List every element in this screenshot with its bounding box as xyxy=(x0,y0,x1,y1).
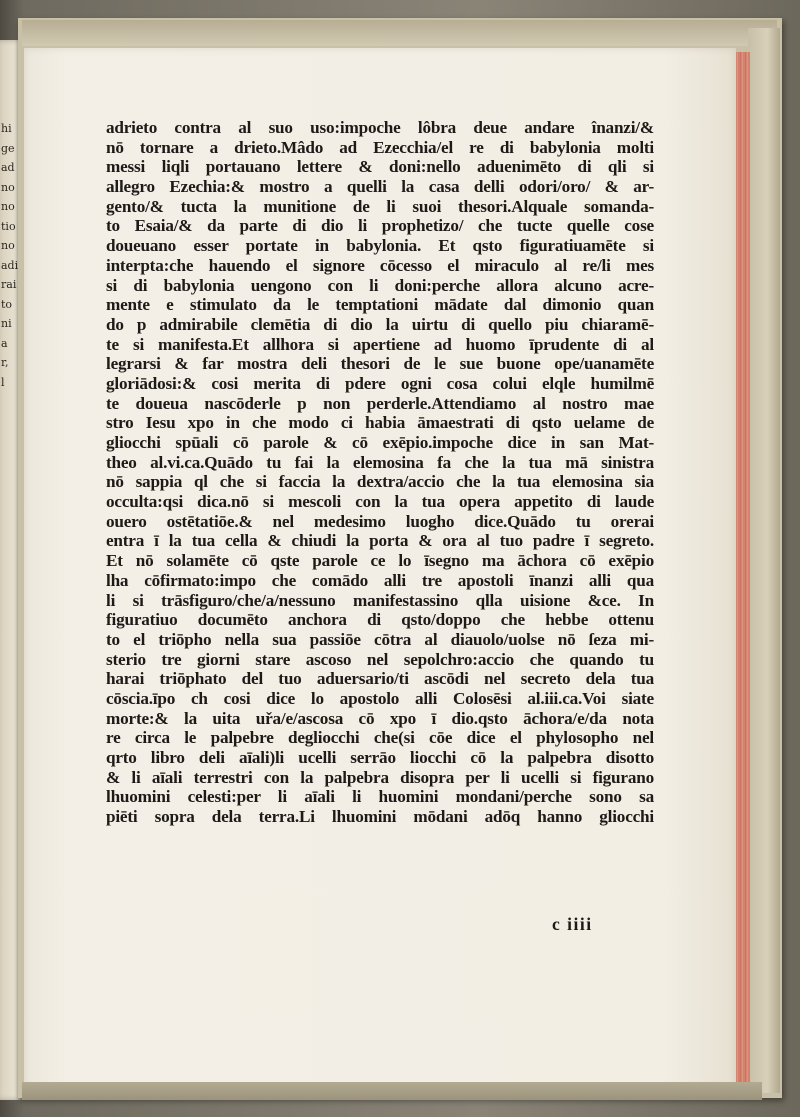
text-line: adrieto contra al suo uso:impoche lôbra deue andare înanzi/& xyxy=(106,118,654,137)
text-line: re circa le palpebre degliocchi che(si cōe dice el phylosopho nel xyxy=(106,728,654,748)
text-line: lhuomini celesti:per li aīali li huomini mondani/perche sono sa xyxy=(106,787,654,807)
red-page-edges xyxy=(734,52,750,1097)
facing-page-fragment: hi xyxy=(1,122,12,135)
text-line: interpta:che hauendo el signore cōcesso el miraculo al re/li mes xyxy=(106,255,654,275)
text-line: & li aīali terrestri con la palpebra disopra per li ucelli si figurano xyxy=(106,767,654,787)
facing-page-fragment: r, xyxy=(1,356,9,369)
text-line: theo al.vi.ca.Quādo tu fai la elemosina fa che la tua mā sinistra xyxy=(106,452,654,472)
facing-page-fragment: l xyxy=(1,375,5,389)
text-line: qrto libro deli aīali)li ucelli serrāo liocchi cō la palpebra disotto xyxy=(106,748,654,767)
facing-page-fragment: no xyxy=(1,200,15,213)
facing-page-fragment: no xyxy=(1,180,15,194)
text-line: messi liqli portauano lettere & doni:nello aduenimēto di qli si xyxy=(106,157,654,177)
text-line: stro Iesu xpo in che modo ci habia āmaestrati di qsto uelame de xyxy=(106,413,654,433)
text-line: to Esaia/& da parte di dio li prophetizo/ che tucte quelle cose xyxy=(106,216,654,236)
text-line: legrarsi & far mostra deli thesori de le sue buone ope/uanamēte xyxy=(106,354,654,374)
text-line: te doueua nascōderle p non perderle.Attendiamo al nostro mae xyxy=(106,393,654,413)
text-line: to el triōpho nella sua passiōe cōtra al diauolo/uolse nō ſeza mi- xyxy=(106,629,654,649)
text-line: allegro Ezechia:& mostro a quelli la casa delli odori/oro/ & ar- xyxy=(106,177,654,197)
text-line: do p admirabile clemētia di dio la uirtu di quello piu chiaramē- xyxy=(106,314,654,334)
text-line: harai triōphato del tuo aduersario/ti ascōdi nel secreto dela tua xyxy=(106,669,654,689)
page-text xyxy=(106,118,654,827)
text-line: te si manifesta.Et allhora si apertiene ad huomo īprudente di al xyxy=(106,334,654,354)
text-line: figuratiuo documēto anchora di qsto/doppo che hebbe ottenu xyxy=(106,610,654,630)
text-line: gloriādosi:& cosi merita di pdere ogni cosa colui elqle humilmē xyxy=(106,373,654,393)
text-line: entra ī la tua cella & chiudi la porta & ora al tuo padre ī segreto. xyxy=(106,531,654,551)
facing-page-fragment: rai xyxy=(1,278,17,291)
facing-page-fragment: a xyxy=(1,336,8,350)
facing-page-fragment: ge xyxy=(1,141,15,155)
text-line: nō tornare a drieto.Mâdo ad Ezecchia/el re di babylonia molti xyxy=(106,137,654,157)
text-line: piēti sopra dela terra.Li lhuomini mōdani adōq hanno gliocchi xyxy=(106,807,654,827)
text-line: si di babylonia uengono con li doni:perche allora alcuno acre- xyxy=(106,275,654,295)
facing-page-fragment: tio xyxy=(1,219,16,233)
text-line: cōscia.īpo ch cosi dice lo apostolo alli Colosēsi al.iii.ca.Voi siate xyxy=(106,688,654,708)
text-line: occulta:qsi dica.nō si mescoli con la tua opera appetito di laude xyxy=(106,492,654,512)
text-line: nō sappia ql che si faccia la dextra/accio che la tua elemosina sia xyxy=(106,472,654,492)
text-line: mente e stimulato da le temptationi mādate dal dimonio quan xyxy=(106,295,654,315)
text-line: doueuano esser portate in babylonia. Et qsto figuratiuamēte si xyxy=(106,236,654,256)
text-line: gento/& tucta la munitione de li suoi thesori.Alquale somanda- xyxy=(106,196,654,216)
facing-page-fragment: ni xyxy=(1,317,12,330)
book-board-top xyxy=(22,20,777,46)
text-line: morte:& la uita uřa/e/ascosa cō xpo ī dio.qsto āchora/e/da nota xyxy=(106,708,654,728)
book-board-right xyxy=(748,28,780,1093)
book-board-bottom xyxy=(22,1082,762,1100)
signature-mark: c iiii xyxy=(552,914,593,934)
text-line: lha cōfirmato:impo che comādo alli tre apostoli īnanzi alli qua xyxy=(106,570,654,590)
text-line: li si trāsfiguro/che/a/nessuno manifestassino qlla uisione &ce. In xyxy=(106,590,654,610)
text-line: Et nō solamēte cō qste parole ce lo īsegno ma āchora cō exēpio xyxy=(106,551,654,571)
facing-page-fragment: no xyxy=(1,239,15,252)
facing-page-fragment: ad xyxy=(1,161,15,174)
text-line: sterio tre giorni stare ascoso nel sepolchro:accio che quando tu xyxy=(106,649,654,669)
facing-page-fragment: adi xyxy=(1,258,19,272)
text-line: gliocchi spūali cō parole & cō exēpio.impoche dice in san Mat- xyxy=(106,433,654,452)
text-line: ouero ostētatiōe.& nel medesimo luogho dice.Quādo tu orerai xyxy=(106,511,654,531)
facing-page-fragment: to xyxy=(1,297,13,311)
